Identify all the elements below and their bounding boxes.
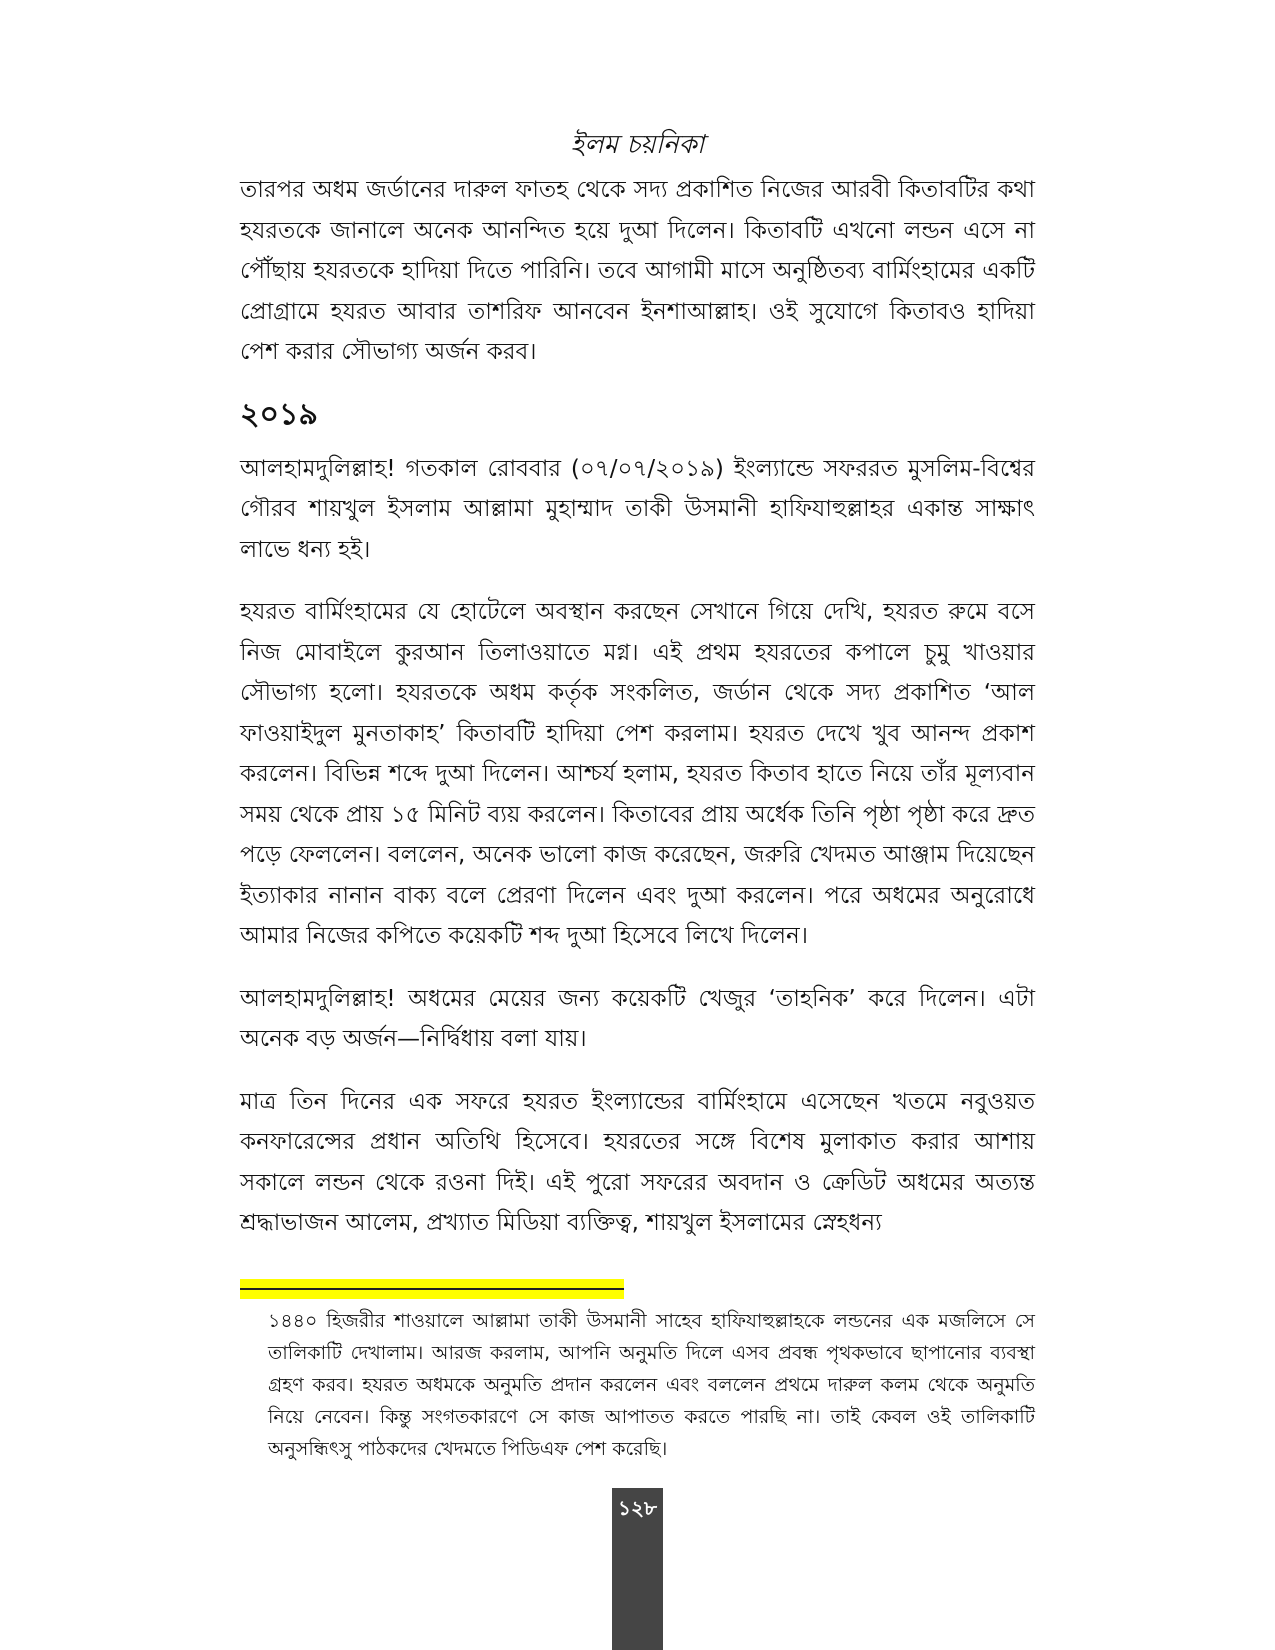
running-header: ইলম চয়নিকা <box>570 130 705 160</box>
main-text <box>240 170 1035 1266</box>
body-paragraph: হযরত বার্মিংহামের যে হোটেলে অবস্থান করছেন সেখানে গিয়ে দেখি, হযরত রুমে বসে নিজ মোবাইলে কুরআন তিলাওয়াতে মগ্ন। এই প্রথম হযরতের কপালে চুমু খাওয়ার সৌভাগ্য হলো। হযরতকে অধম কর্তৃক সংকলিত, জর্ডান থেকে সদ্য প্রকাশিত ‘আল ফাওয়াইদুল মুনতাকাহ’ কিতাবটি হাদিয়া পেশ করলাম। হযরত দেখে খুব আনন্দ প্রকাশ করলেন। বিভিন্ন শব্দে দুআ দিলেন। আশ্চর্য হলাম, হযরত কিতাব হাতে নিয়ে তাঁর মূল্যবান সময় থেকে প্রায় ১৫ মিনিট ব্যয় করলেন। কিতাবের প্রায় অর্ধেক তিনি পৃষ্ঠা পৃষ্ঠা করে দ্রুত পড়ে ফেললেন। বললেন, অনেক ভালো কাজ করেছেন, জরুরি খেদমত আঞ্জাম দিয়েছেন ইত্যাকার নানান বাক্য বলে প্রেরণা দিলেন এবং দুআ করলেন। পরে অধমের অনুরোধে আমার নিজের কপিতে কয়েকটি শব্দ দুআ হিসেবে লিখে দিলেন। <box>240 599 1035 949</box>
body-paragraph: আলহামদুলিল্লাহ! গতকাল রোববার (০৭/০৭/২০১৯) ইংল্যান্ডে সফররত মুসলিম-বিশ্বের গৌরব শায়খুল ইসলাম আল্লামা মুহাম্মাদ তাকী উসমানী হাফিযাহুল্লাহর একান্ত সাক্ষাৎ লাভে ধন্য হই। <box>240 455 1035 563</box>
footnote: ১৪৪০ হিজরীর শাওয়ালে আল্লামা তাকী উসমানী সাহেব হাফিযাহুল্লাহকে লন্ডনের এক মজলিসে সে তালিকাটি দেখালাম। আরজ করলাম, আপনি অনুমতি দিলে এসব প্রবন্ধ পৃথকভাবে ছাপানোর ব্যবস্থা গ্রহণ করব। হযরত অধমকে অনুমতি প্রদান করলেন এবং বললেন প্রথমে দারুল কলম থেকে অনুমতি নিয়ে নেবেন। কিন্তু সংগতকারণে সে কাজ আপাতত করতে পারছি না। তাই কেবল ওই তালিকাটি অনুসন্ধিৎসু পাঠকদের খেদমতে পিডিএফ পেশ করেছি। <box>268 1310 1035 1460</box>
section-heading-year: ২০১৯ <box>240 396 318 432</box>
intro-paragraph: তারপর অধম জর্ডানের দারুল ফাতহ থেকে সদ্য প্রকাশিত নিজের আরবী কিতাবটির কথা হযরতকে জানালে অনেক আনন্দিত হয়ে দুআ দিলেন। কিতাবটি এখনো লন্ডন এসে না পৌঁছায় হযরতকে হাদিয়া দিতে পারিনি। তবে আগামী মাসে অনুষ্ঠিতব্য বার্মিংহামের একটি প্রোগ্রামে হযরত আবার তাশরিফ আনবেন ইনশাআল্লাহ। ওই সুযোগে কিতাবও হাদিয়া পেশ করার সৌভাগ্য অর্জন করব। <box>240 177 1035 365</box>
body-paragraph: মাত্র তিন দিনের এক সফরে হযরত ইংল্যান্ডের বার্মিংহামে এসেছেন খতমে নবুওয়ত কনফারেন্সের প্রধান অতিথি হিসেবে। হযরতের সঙ্গে বিশেষ মুলাকাত করার আশায় সকালে লন্ডন থেকে রওনা দিই। এই পুরো সফরের অবদান ও ক্রেডিট অধমের অত্যন্ত শ্রদ্ধাভাজন আলেম, প্রখ্যাত মিডিয়া ব্যক্তিত্ব, শায়খুল ইসলামের স্নেহধন্য <box>240 1088 1035 1236</box>
page-number: ১২৮ <box>618 1496 657 1520</box>
page-number-tab <box>612 1488 663 1650</box>
footnote-separator <box>240 1279 624 1299</box>
body-paragraph: আলহামদুলিল্লাহ! অধমের মেয়ের জন্য কয়েকটি খেজুর ‘তাহনিক’ করে দিলেন। এটা অনেক বড় অর্জন—নির্দ্বিধায় বলা যায়। <box>240 985 1035 1052</box>
